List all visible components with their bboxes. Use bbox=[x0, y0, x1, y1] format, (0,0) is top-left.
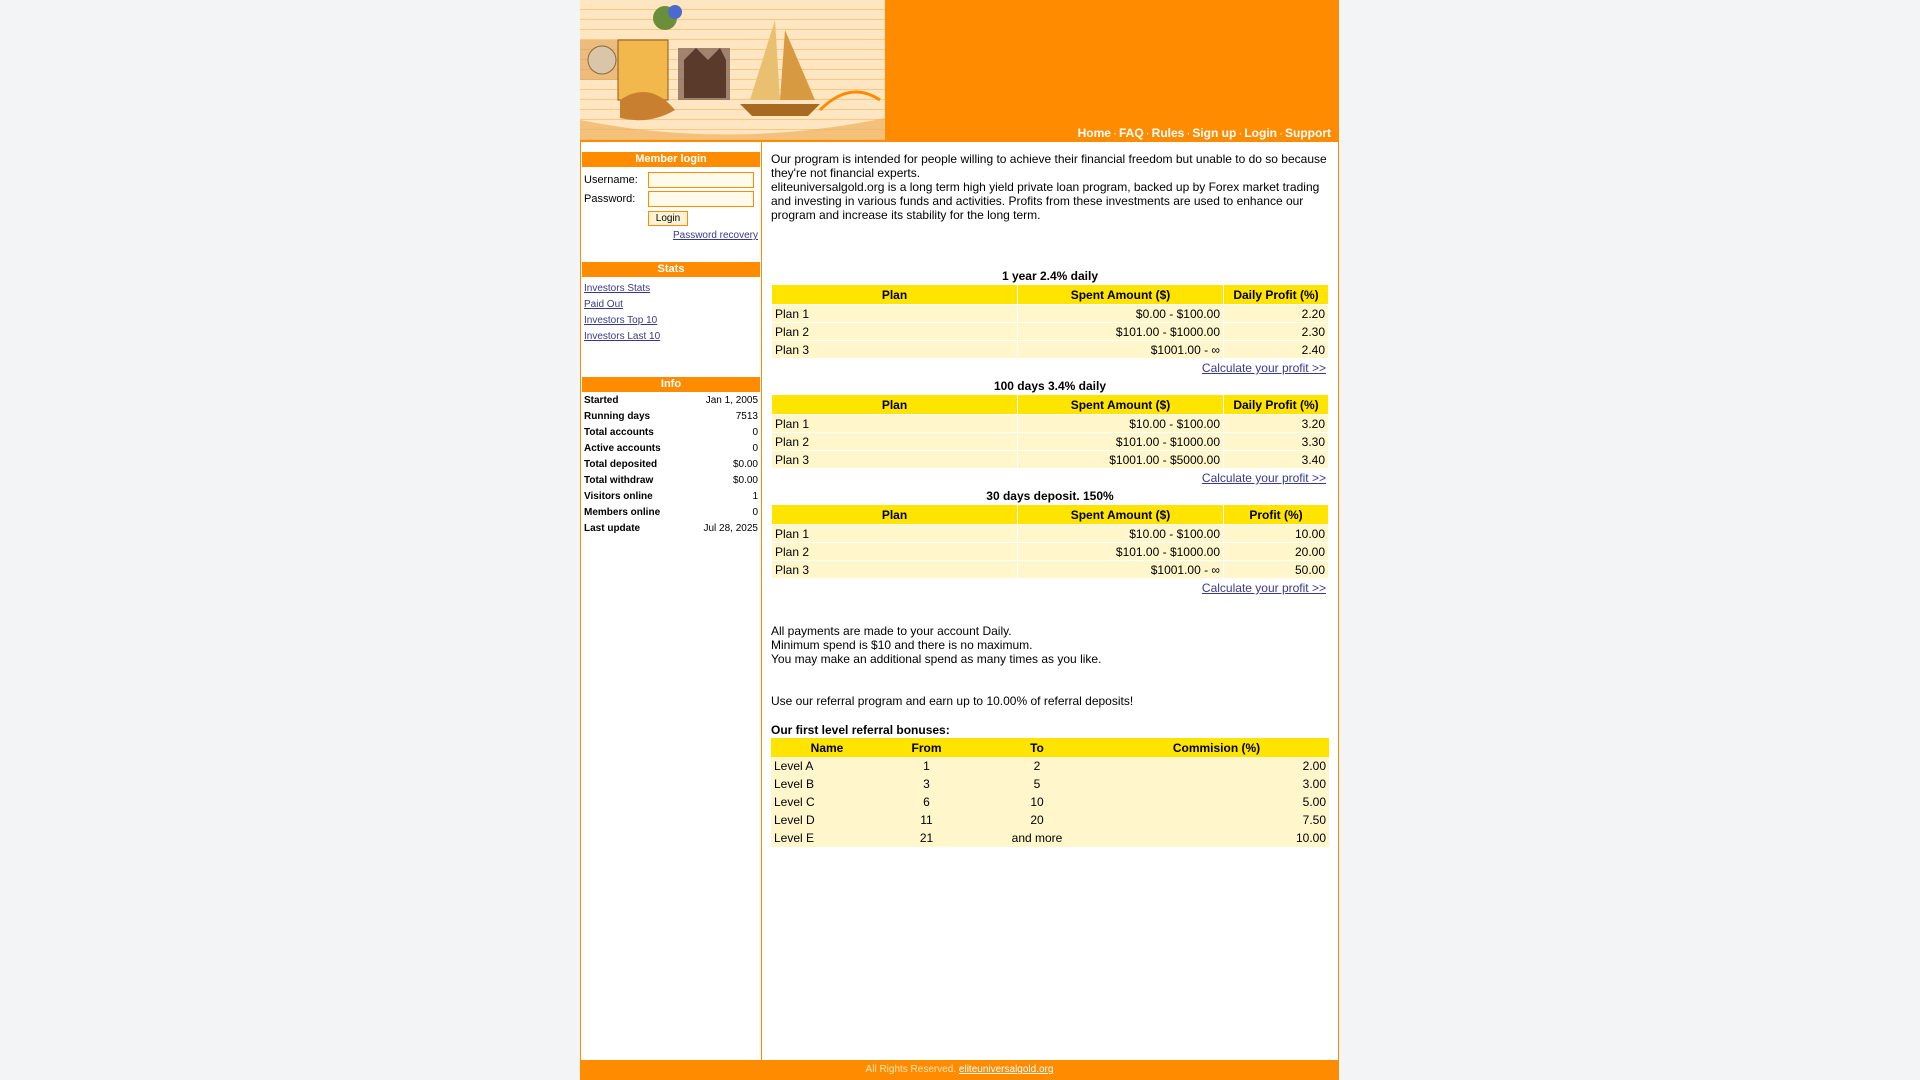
paid-out-link[interactable]: Paid Out bbox=[584, 299, 623, 310]
password-recovery-link[interactable]: Password recovery bbox=[672, 230, 758, 241]
footer-text: All Rights Reserved. bbox=[865, 1064, 957, 1075]
table-row: Plan 2 $101.00 - $1000.00 2.30 bbox=[772, 323, 1328, 340]
table-row: Level A 1 2 2.00 bbox=[771, 757, 1329, 775]
nav-rules[interactable]: Rules bbox=[1151, 126, 1185, 140]
info-row: Members online 0 bbox=[584, 507, 758, 518]
col-profit: Daily Profit (%) bbox=[1224, 285, 1328, 304]
col-spent: Spent Amount ($) bbox=[1018, 285, 1223, 304]
investors-last10-link[interactable]: Investors Last 10 bbox=[584, 331, 661, 342]
col-name: Name bbox=[771, 738, 883, 757]
info-row: Started Jan 1, 2005 bbox=[584, 395, 758, 406]
col-spent: Spent Amount ($) bbox=[1018, 395, 1223, 414]
table-row: Plan 1 $10.00 - $100.00 3.20 bbox=[772, 415, 1328, 432]
table-row: Plan 2 $101.00 - $1000.00 20.00 bbox=[772, 543, 1328, 560]
col-profit: Daily Profit (%) bbox=[1224, 395, 1328, 414]
username-label: Username: bbox=[584, 173, 638, 186]
referral-table bbox=[771, 738, 1329, 847]
stats-links bbox=[581, 277, 761, 345]
col-to: To bbox=[970, 738, 1104, 757]
header bbox=[580, 0, 1339, 142]
col-plan: Plan bbox=[772, 395, 1017, 414]
col-commission: Commision (%) bbox=[1104, 738, 1329, 757]
table-row: Level D 11 20 7.50 bbox=[771, 811, 1329, 829]
referral-note: Use our referral program and earn up to 10.00% of referral deposits! bbox=[771, 694, 1134, 708]
stats-heading: Stats bbox=[582, 262, 760, 277]
nav-support[interactable]: Support bbox=[1285, 126, 1331, 140]
info-heading: Info bbox=[582, 377, 760, 392]
info-row: Active accounts 0 bbox=[584, 443, 758, 454]
login-button[interactable]: Login bbox=[648, 211, 688, 226]
info-row: Last update Jul 28, 2025 bbox=[584, 523, 758, 534]
sidebar bbox=[581, 142, 762, 1060]
password-input[interactable] bbox=[648, 191, 754, 207]
info-list bbox=[581, 393, 761, 537]
table-row: Plan 1 $0.00 - $100.00 2.20 bbox=[772, 305, 1328, 322]
table-row: Level C 6 10 5.00 bbox=[771, 793, 1329, 811]
table-row: Plan 1 $10.00 - $100.00 10.00 bbox=[772, 525, 1328, 542]
intro-paragraph-2: eliteuniversalgold.org is a long term high yield private loan program, backed up by Forex market trading and investing in various funds and activities. Profits from these investments are used to enhance our program and increase its stability for the long term. bbox=[771, 180, 1320, 222]
nav-separator: · bbox=[1238, 126, 1243, 140]
table-row: Level B 3 5 3.00 bbox=[771, 775, 1329, 793]
investors-stats-link[interactable]: Investors Stats bbox=[584, 283, 651, 294]
nav-separator: · bbox=[1186, 126, 1191, 140]
info-row: Total withdraw $0.00 bbox=[584, 475, 758, 486]
info-row: Running days 7513 bbox=[584, 411, 758, 422]
username-row bbox=[581, 170, 761, 189]
content-frame bbox=[580, 142, 1339, 1060]
header-banner-image bbox=[580, 0, 885, 140]
footer bbox=[580, 1060, 1339, 1080]
nav-separator: · bbox=[1112, 126, 1117, 140]
plan-block bbox=[771, 378, 1329, 488]
plan-title: 1 year 2.4% daily bbox=[1001, 269, 1099, 283]
col-spent: Spent Amount ($) bbox=[1018, 505, 1223, 524]
plan-table bbox=[771, 284, 1329, 359]
calculate-profit-link[interactable]: Calculate your profit >> bbox=[1201, 361, 1326, 375]
main-nav bbox=[1078, 126, 1331, 140]
nav-login[interactable]: Login bbox=[1244, 126, 1277, 140]
col-from: From bbox=[883, 738, 970, 757]
footer-site-link[interactable]: eliteuniversalgold.org bbox=[958, 1064, 1054, 1075]
calculate-profit-link[interactable]: Calculate your profit >> bbox=[1201, 581, 1326, 595]
table-row: Plan 3 $1001.00 - ∞ 50.00 bbox=[772, 561, 1328, 578]
intro-paragraph-1: Our program is intended for people willing to achieve their financial freedom but unable to do so because they're not financial experts. bbox=[771, 152, 1327, 180]
plan-table bbox=[771, 394, 1329, 469]
calculate-profit-link[interactable]: Calculate your profit >> bbox=[1201, 471, 1326, 485]
intro-text bbox=[771, 152, 1329, 222]
table-row: Plan 3 $1001.00 - ∞ 2.40 bbox=[772, 341, 1328, 358]
col-plan: Plan bbox=[772, 505, 1017, 524]
col-profit: Profit (%) bbox=[1224, 505, 1328, 524]
table-row: Plan 2 $101.00 - $1000.00 3.30 bbox=[772, 433, 1328, 450]
page bbox=[580, 0, 1339, 1080]
nav-home[interactable]: Home bbox=[1077, 126, 1111, 140]
password-row bbox=[581, 189, 761, 208]
col-plan: Plan bbox=[772, 285, 1017, 304]
info-row: Total deposited $0.00 bbox=[584, 459, 758, 470]
nav-faq[interactable]: FAQ bbox=[1118, 126, 1144, 140]
plan-block bbox=[771, 268, 1329, 378]
table-row: Plan 3 $1001.00 - $5000.00 3.40 bbox=[772, 451, 1328, 468]
main-content bbox=[771, 152, 1329, 847]
nav-signup[interactable]: Sign up bbox=[1192, 126, 1237, 140]
plan-title: 30 days deposit. 150% bbox=[986, 489, 1114, 503]
plan-table bbox=[771, 504, 1329, 579]
member-login-heading: Member login bbox=[582, 152, 760, 167]
investors-top10-link[interactable]: Investors Top 10 bbox=[584, 315, 658, 326]
info-row: Visitors online 1 bbox=[584, 491, 758, 502]
referral-title: Our first level referral bonuses: bbox=[771, 723, 950, 737]
username-input[interactable] bbox=[648, 172, 754, 188]
password-label: Password: bbox=[584, 192, 636, 205]
payment-notes: All payments are made to your account Daily. Minimum spend is $10 and there is no maximum. You may make an additional spend as many times as you like. bbox=[771, 624, 1102, 666]
plan-block bbox=[771, 488, 1329, 598]
nav-separator: · bbox=[1279, 126, 1283, 140]
plan-title: 100 days 3.4% daily bbox=[993, 379, 1107, 393]
nav-separator: · bbox=[1145, 126, 1150, 140]
table-row: Level E 21 and more 10.00 bbox=[771, 829, 1329, 847]
info-row: Total accounts 0 bbox=[584, 427, 758, 438]
